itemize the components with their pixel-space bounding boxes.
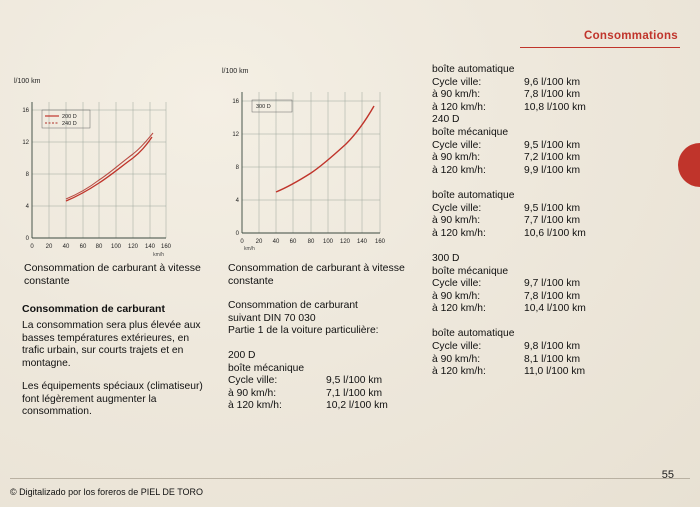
row-value: 10,6 l/100 km <box>524 227 586 239</box>
table-row <box>432 165 616 178</box>
svg-text:km/h: km/h <box>244 246 255 252</box>
svg-text:0: 0 <box>235 231 239 237</box>
row-label: à 90 km/h: <box>432 215 481 227</box>
consumption-block <box>432 328 616 378</box>
svg-text:300 D: 300 D <box>256 104 271 110</box>
row-value: 7,8 l/100 km <box>524 89 581 101</box>
svg-text:160: 160 <box>160 244 172 250</box>
spacer <box>432 240 616 253</box>
svg-text:40: 40 <box>272 239 280 245</box>
chart2-plot <box>222 78 398 256</box>
svg-text:60: 60 <box>79 244 87 250</box>
row-value: 10,8 l/100 km <box>524 101 586 113</box>
table-row <box>432 140 616 153</box>
table-row <box>228 400 414 413</box>
consumption-block <box>432 253 616 316</box>
din-intro-line3: Partie 1 de la voiture particulière: <box>228 325 379 337</box>
chart2-y-axis-label: l/100 km <box>222 68 249 75</box>
fuel-consumption-chart-200d-240d <box>14 78 184 263</box>
row-value: 9,5 l/100 km <box>524 202 581 214</box>
table-row <box>432 77 616 90</box>
gearbox-label: boîte automatique <box>432 328 515 340</box>
svg-text:80: 80 <box>307 239 315 245</box>
consumption-block <box>432 114 616 177</box>
row-label: Cycle ville: <box>432 341 482 353</box>
svg-text:60: 60 <box>289 239 297 245</box>
din-intro-line1: Consommation de carburant <box>228 300 358 311</box>
svg-text:200 D: 200 D <box>62 114 77 120</box>
svg-text:240 D: 240 D <box>62 121 77 127</box>
row-value: 7,2 l/100 km <box>524 152 581 164</box>
svg-text:16: 16 <box>22 108 29 114</box>
row-value: 7,8 l/100 km <box>524 290 581 302</box>
svg-text:16: 16 <box>232 99 239 105</box>
svg-text:140: 140 <box>356 239 368 245</box>
table-row <box>432 366 616 379</box>
row-label: à 120 km/h: <box>228 400 282 412</box>
svg-text:12: 12 <box>22 140 29 146</box>
din-standard-intro <box>228 300 418 338</box>
svg-text:km/h: km/h <box>153 252 164 258</box>
svg-text:0: 0 <box>240 239 244 245</box>
svg-text:100: 100 <box>110 244 122 250</box>
table-row <box>432 152 616 165</box>
svg-text:100: 100 <box>322 239 334 245</box>
row-label: à 90 km/h: <box>228 387 277 399</box>
fuel-consumption-chart-300d <box>222 68 392 253</box>
paragraph-consumption-conditions: La consommation sera plus élevée aux basses températures extérieures, en trafic urbain, sur courts trajets et en montagne. <box>22 320 201 369</box>
row-label: à 90 km/h: <box>432 152 481 164</box>
section-tab-marker <box>678 143 700 187</box>
row-label: à 120 km/h: <box>432 101 486 113</box>
svg-text:4: 4 <box>235 198 239 204</box>
table-row <box>228 375 414 388</box>
svg-text:8: 8 <box>25 172 29 178</box>
svg-text:120: 120 <box>127 244 139 250</box>
scan-credit: © Digitalizado por los foreros de PIEL DE TORO <box>10 487 204 497</box>
consumption-tables-right-column <box>432 64 616 379</box>
row-label: à 90 km/h: <box>432 290 481 302</box>
svg-text:0: 0 <box>25 236 29 242</box>
chart1-caption: Consommation de carburant à vitesse constante <box>24 262 201 287</box>
spacer <box>432 316 616 329</box>
model-label: 240 D <box>432 114 460 126</box>
section-subtitle: Consommation de carburant <box>22 303 165 315</box>
row-label: Cycle ville: <box>432 202 482 214</box>
row-value: 8,1 l/100 km <box>524 353 581 365</box>
row-label: à 120 km/h: <box>432 227 486 239</box>
table-row <box>432 278 616 291</box>
row-label: à 120 km/h: <box>432 366 486 378</box>
table-row <box>432 89 616 102</box>
row-value: 9,5 l/100 km <box>524 139 581 151</box>
row-label: Cycle ville: <box>228 375 278 387</box>
gearbox-label: boîte automatique <box>432 64 515 75</box>
row-value: 9,9 l/100 km <box>524 164 581 176</box>
model-label: 300 D <box>432 252 460 264</box>
table-row <box>432 203 616 216</box>
table-row <box>228 388 414 401</box>
row-label: à 90 km/h: <box>432 353 481 365</box>
svg-text:12: 12 <box>232 132 239 138</box>
gearbox-label: boîte automatique <box>432 189 515 201</box>
svg-text:160: 160 <box>374 239 386 245</box>
row-label: à 120 km/h: <box>432 303 486 315</box>
row-label: Cycle ville: <box>432 76 482 88</box>
gearbox-label-manual: boîte mécanique <box>228 362 305 374</box>
page-number: 55 <box>661 469 674 481</box>
row-value: 9,7 l/100 km <box>524 278 581 290</box>
svg-text:80: 80 <box>95 244 103 250</box>
row-value: 7,7 l/100 km <box>524 215 581 227</box>
row-label: à 90 km/h: <box>432 89 481 101</box>
row-value: 10,2 l/100 km <box>326 400 388 412</box>
svg-text:40: 40 <box>62 244 70 250</box>
consumption-block <box>432 190 616 240</box>
din-intro-line2: suivant DIN 70 030 <box>228 312 316 324</box>
svg-text:140: 140 <box>144 244 156 250</box>
header-divider <box>520 47 680 48</box>
chart1-y-axis-label: l/100 km <box>14 78 41 85</box>
spacer <box>432 177 616 190</box>
chart1-plot <box>14 88 184 263</box>
table-row <box>432 303 616 316</box>
table-row <box>432 354 616 367</box>
svg-text:20: 20 <box>255 239 263 245</box>
row-value: 10,4 l/100 km <box>524 303 586 315</box>
row-label: Cycle ville: <box>432 278 482 290</box>
row-value: 9,6 l/100 km <box>524 76 581 88</box>
row-label: à 120 km/h: <box>432 164 486 176</box>
table-row <box>432 291 616 304</box>
gearbox-label: boîte mécanique <box>432 265 509 277</box>
svg-text:4: 4 <box>25 204 29 210</box>
row-value: 11,0 l/100 km <box>524 366 586 378</box>
svg-text:8: 8 <box>235 165 239 171</box>
svg-text:120: 120 <box>339 239 351 245</box>
row-label: Cycle ville: <box>432 139 482 151</box>
page-title: Consommations <box>584 30 678 42</box>
table-row <box>432 215 616 228</box>
gearbox-label: boîte mécanique <box>432 126 509 138</box>
svg-text:0: 0 <box>30 244 34 250</box>
model-label-200d: 200 D <box>228 350 256 361</box>
table-row <box>432 228 616 241</box>
table-row <box>432 102 616 115</box>
row-value: 9,5 l/100 km <box>326 375 383 387</box>
chart2-caption: Consommation de carburant à vitesse constante <box>228 262 405 287</box>
consumption-block <box>432 64 616 114</box>
footer-divider <box>10 478 690 479</box>
row-value: 7,1 l/100 km <box>326 387 383 399</box>
consumption-table-200d <box>228 350 414 413</box>
svg-text:20: 20 <box>45 244 53 250</box>
row-value: 9,8 l/100 km <box>524 341 581 353</box>
table-row <box>432 341 616 354</box>
paragraph-optional-equipment: Les équipements spéciaux (climatiseur) font légèrement augmenter la consommation. <box>22 381 203 418</box>
